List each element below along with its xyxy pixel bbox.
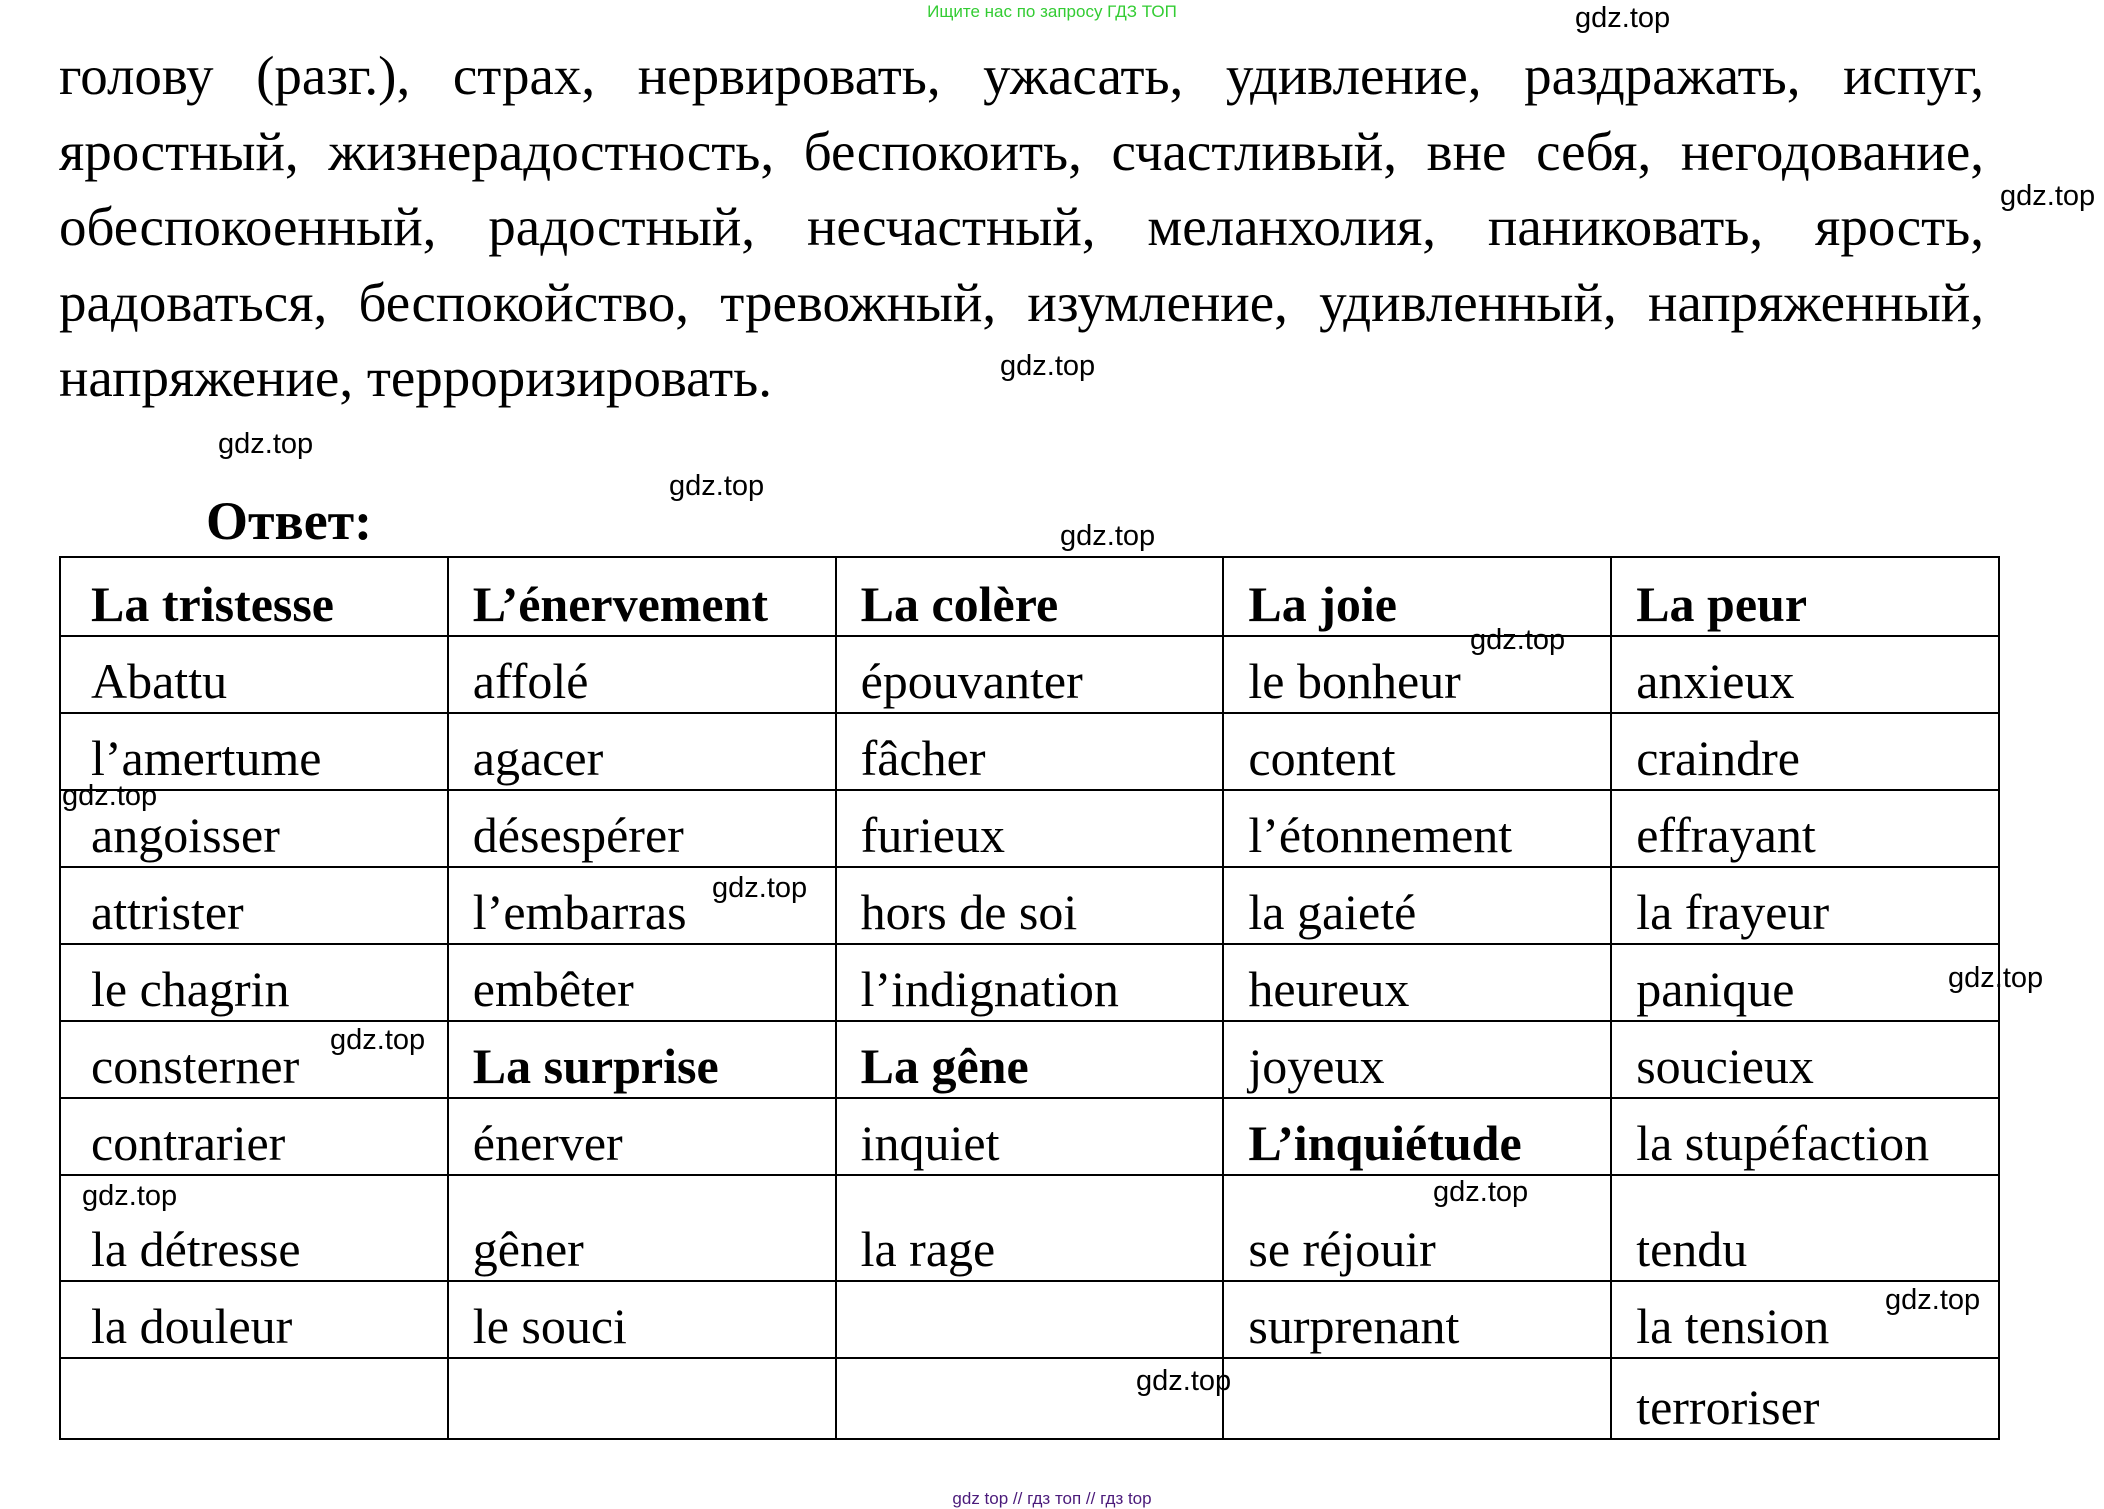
table-row: [60, 1098, 1999, 1175]
table-row: [60, 944, 1999, 1021]
bottom-watermark-note: gdz top // гдз топ // гдз top: [952, 1489, 1152, 1508]
table-cell: la gaieté: [1223, 867, 1611, 944]
table-cell: agacer: [448, 713, 836, 790]
table-cell: surprenant: [1223, 1281, 1611, 1358]
table-cell: hors de soi: [836, 867, 1224, 944]
gdz-watermark: gdz.top: [82, 1180, 178, 1212]
table-cell: [836, 1281, 1224, 1358]
category-header-cell: La gêne: [836, 1021, 1224, 1098]
table-row: [60, 1175, 1999, 1281]
table-cell: soucieux: [1611, 1021, 1999, 1098]
table-cell: la rage: [836, 1175, 1224, 1281]
table-cell: la douleur: [60, 1281, 448, 1358]
table-cell: [448, 1358, 836, 1439]
table-cell: l’indignation: [836, 944, 1224, 1021]
table-cell: [1223, 1358, 1611, 1439]
category-header-cell: La joie: [1223, 557, 1611, 636]
category-header-cell: L’énervement: [448, 557, 836, 636]
gdz-watermark: gdz.top: [62, 780, 158, 812]
gdz-watermark: gdz.top: [1885, 1284, 1981, 1316]
gdz-watermark: gdz.top: [1433, 1176, 1529, 1208]
table-row: [60, 713, 1999, 790]
table-cell: furieux: [836, 790, 1224, 867]
table-cell: désespérer: [448, 790, 836, 867]
table-cell: le chagrin: [60, 944, 448, 1021]
table-cell: l’embarras: [448, 867, 836, 944]
table-row: [60, 557, 1999, 636]
table-row: [60, 790, 1999, 867]
table-cell: heureux: [1223, 944, 1611, 1021]
table-cell: effrayant: [1611, 790, 1999, 867]
table-cell: content: [1223, 713, 1611, 790]
gdz-watermark: gdz.top: [712, 872, 808, 904]
category-header-cell: L’inquiétude: [1223, 1098, 1611, 1175]
table-cell: la frayeur: [1611, 867, 1999, 944]
table-cell: [60, 1358, 448, 1439]
table-cell: angoisser: [60, 790, 448, 867]
table-cell: panique: [1611, 944, 1999, 1021]
table-row: [60, 1358, 1999, 1439]
category-header-cell: La surprise: [448, 1021, 836, 1098]
table-cell: inquiet: [836, 1098, 1224, 1175]
table-cell: la détresse: [60, 1175, 448, 1281]
gdz-watermark: gdz.top: [330, 1024, 426, 1056]
task-paragraph: голову (разг.), страх, нервировать, ужасать, удивление, раздражать, испуг, яростный, жизнерадостность, беспокоить, счастливый, вне себя, негодование, обеспокоенный, радостный, несчастный, меланхолия, паниковать, ярость, радоваться, беспокойство, тревожный, изумление, удивленный, напряженный, напряжение, терроризировать.: [59, 45, 1984, 408]
table-cell: énerver: [448, 1098, 836, 1175]
category-header-cell: La peur: [1611, 557, 1999, 636]
gdz-watermark: gdz.top: [1948, 962, 2044, 994]
answer-label: Ответ:: [206, 491, 373, 551]
category-header-cell: La tristesse: [60, 557, 448, 636]
table-cell: fâcher: [836, 713, 1224, 790]
table-cell: embêter: [448, 944, 836, 1021]
table-cell: l’amertume: [60, 713, 448, 790]
gdz-watermark: gdz.top: [669, 470, 765, 502]
table-cell: affolé: [448, 636, 836, 713]
table-cell: le souci: [448, 1281, 836, 1358]
table-cell: craindre: [1611, 713, 1999, 790]
table-cell: se réjouir: [1223, 1175, 1611, 1281]
gdz-watermark: gdz.top: [1470, 624, 1566, 656]
gdz-watermark: gdz.top: [2000, 180, 2096, 212]
table-cell: tendu: [1611, 1175, 1999, 1281]
table-cell: l’étonnement: [1223, 790, 1611, 867]
answer-table: [59, 556, 2000, 1440]
table-cell: anxieux: [1611, 636, 1999, 713]
gdz-watermark: gdz.top: [1000, 350, 1096, 382]
table-cell: la stupéfaction: [1611, 1098, 1999, 1175]
table-row: [60, 1281, 1999, 1358]
table-cell: terroriser: [1611, 1358, 1999, 1439]
table-cell: épouvanter: [836, 636, 1224, 713]
table-cell: consterner: [60, 1021, 448, 1098]
category-header-cell: La colère: [836, 557, 1224, 636]
gdz-watermark: gdz.top: [218, 428, 314, 460]
gdz-watermark: gdz.top: [1575, 2, 1671, 34]
table-cell: contrarier: [60, 1098, 448, 1175]
gdz-watermark: gdz.top: [1136, 1365, 1232, 1397]
gdz-watermark: gdz.top: [1060, 520, 1156, 552]
table-row: [60, 867, 1999, 944]
table-row: [60, 636, 1999, 713]
table-cell: gêner: [448, 1175, 836, 1281]
table-cell: joyeux: [1223, 1021, 1611, 1098]
table-cell: attrister: [60, 867, 448, 944]
table-cell: la tension: [1611, 1281, 1999, 1358]
top-watermark-note: Ищите нас по запросу ГДЗ ТОП: [927, 2, 1177, 21]
table-cell: le bonheur: [1223, 636, 1611, 713]
table-cell: Abattu: [60, 636, 448, 713]
